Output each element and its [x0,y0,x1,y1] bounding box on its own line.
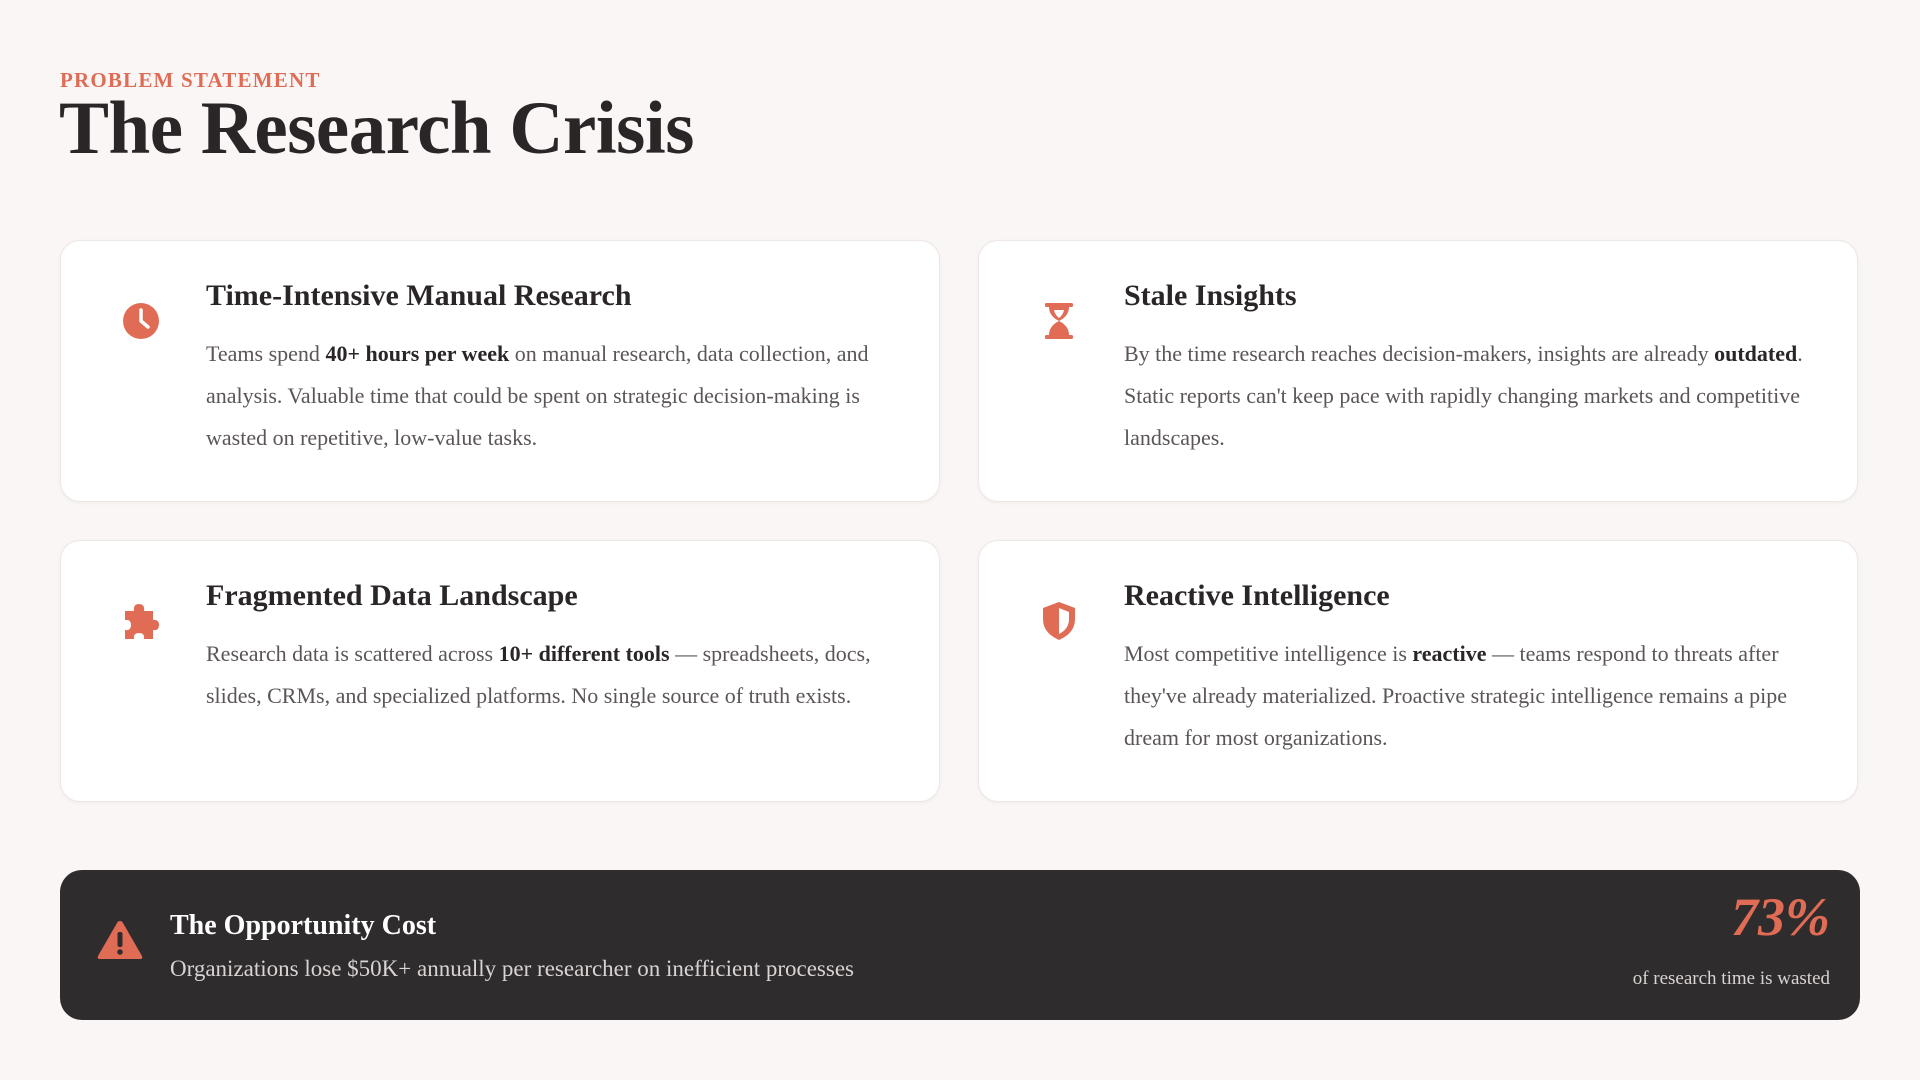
card-highlight: 40+ hours per week [325,341,510,366]
card-description: Most competitive intelligence is reactive — teams respond to threats after they've already materialized. Proactive strategic intelligence remains a pipe dream for most organizations. [1124,641,1788,750]
stat-label: of research time is wasted [1632,968,1830,989]
warning-triangle-icon [96,918,146,968]
stat-value: 73% [1731,887,1830,947]
hourglass-icon [1037,299,1081,343]
card-title: Reactive Intelligence [1124,579,1390,612]
banner-description: Organizations lose $50K+ annually per researcher on inefficient processes [170,956,854,981]
shield-icon [1037,599,1081,643]
opportunity-cost-banner [60,870,1860,1020]
problem-card-manual-research [60,240,940,502]
banner-title: The Opportunity Cost [170,910,437,941]
clock-icon [119,299,163,343]
card-description: By the time research reaches decision-makers, insights are already outdated. Static reports can't keep pace with rapidly changing markets and competitive landscapes. [1124,341,1803,450]
problem-card-fragmented-data [60,540,940,802]
problem-card-reactive-intelligence [978,540,1858,802]
card-description: Teams spend 40+ hours per week on manual research, data collection, and analysis. Valuable time that could be spent on strategic decision-making is wasted on repetitive, low-value tasks. [206,341,869,450]
card-description: Research data is scattered across 10+ different tools — spreadsheets, docs, slides, CRMs, and specialized platforms. No single source of truth exists. [206,641,871,708]
card-title: Stale Insights [1124,279,1297,312]
puzzle-icon [119,599,163,643]
card-highlight: outdated [1714,341,1798,366]
section-eyebrow: PROBLEM STATEMENT [60,68,321,92]
page-title: The Research Crisis [59,87,694,170]
card-highlight: 10+ different tools [498,641,670,666]
problem-card-stale-insights [978,240,1858,502]
card-title: Fragmented Data Landscape [206,579,578,612]
card-title: Time-Intensive Manual Research [206,279,632,312]
card-highlight: reactive [1412,641,1487,666]
